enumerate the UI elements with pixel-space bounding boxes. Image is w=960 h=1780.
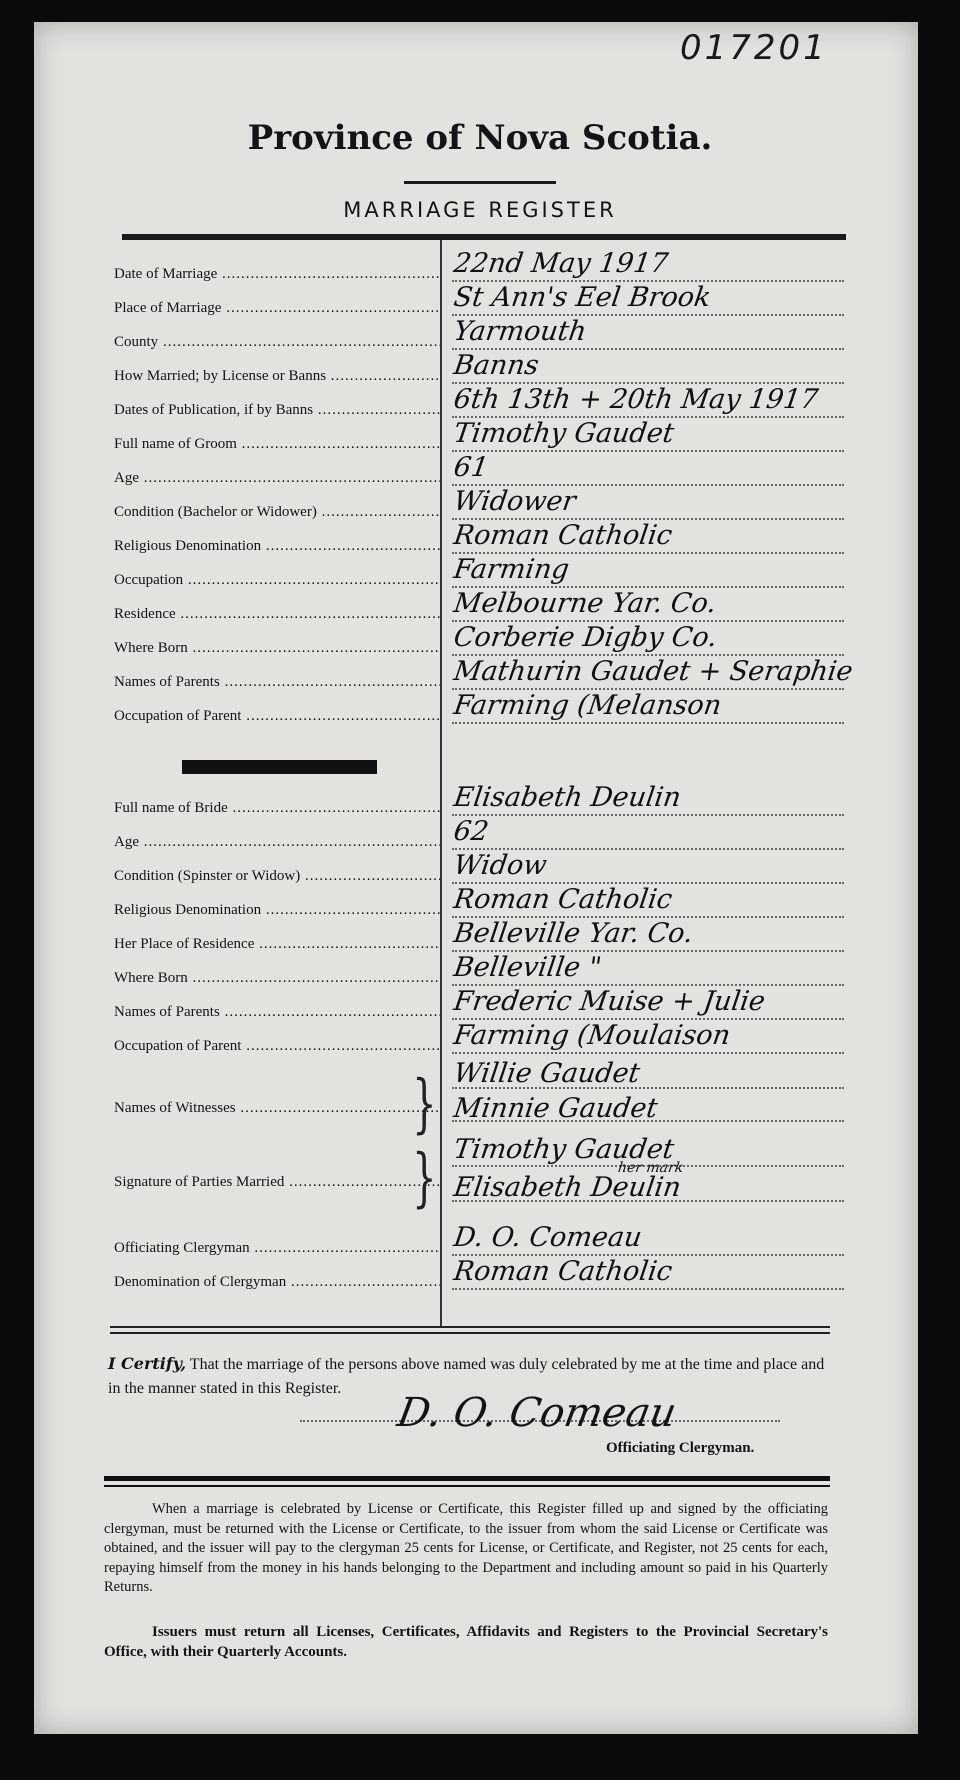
answer-line [452,814,844,816]
field-value: Widow [451,850,549,881]
field-label: Full name of Groom ..... [114,436,440,453]
parties-brace: } [412,1141,437,1215]
witnesses-label: Names of Witnesses ..... [114,1100,440,1117]
answer-line [452,722,844,724]
header-rule [122,234,846,240]
field-label: Where Born ..... [114,970,440,987]
field-value: Melbourne Yar. Co. [451,588,719,619]
field-value: Yarmouth [451,316,589,347]
footer-rule [104,1476,830,1487]
parties-label: Signature of Parties Married ..... [114,1174,440,1191]
field-label: Occupation of Parent ..... [114,1038,440,1055]
field-label: Where Born ..... [114,640,440,657]
field-label: Age ..... [114,834,440,851]
field-value: Farming [451,554,572,585]
field-label: Condition (Spinster or Widow) ..... [114,868,440,885]
field-value: Farming (Melanson [451,690,724,721]
certify-text: That the marriage of the persons above named was duly celebrated by me at the time and place and in the manner stated in this Register. [108,1356,825,1397]
field-value: Elisabeth Deulin [451,782,683,813]
issuers-note: Issuers must return all Licenses, Certificates, Affidavits and Registers to the Provincial Secretary's Office, with their Quarterly Accounts. [104,1624,828,1660]
instructions-note: When a marriage is celebrated by License or Certificate, this Register filled up and signed by the officiating clergyman, must be returned with the License or Certificate, to the issuer from whom the said License or Certificate was obtained, and the issuer will pay to the clergyman 25 cents for License, or Certificate, and Register, not 25 cents for each, repaying himself from the money in his hands belonging to the Department and including amount so paid in his Quarterly Returns. [104,1501,828,1595]
field-label: Names of Parents ..... [114,674,440,691]
field-value: Belleville Yar. Co. [451,918,695,949]
field-label: Dates of Publication, if by Banns ..... [114,402,440,419]
column-divider [440,240,442,1326]
witness-2-value: Minnie Gaudet [451,1093,660,1124]
field-value: Banns [451,350,541,381]
field-value: 22nd May 1917 [451,248,671,279]
certify-lead: I Certify, [108,1354,187,1373]
field-value: 61 [451,452,491,483]
answer-line [452,1288,844,1290]
witness-1-value: Willie Gaudet [451,1058,642,1089]
certify-caption: Officiating Clergyman. [606,1440,755,1456]
certify-signature: D. O. Comeau [393,1390,680,1436]
party-2-signature: Elisabeth Deulin [451,1172,683,1203]
witnesses-brace: } [412,1067,437,1141]
field-value: D. O. Comeau [451,1222,644,1253]
serial-number: 017201 [680,28,828,68]
field-label: Age ..... [114,470,440,487]
field-value: Roman Catholic [451,884,675,915]
field-label: Residence ..... [114,606,440,623]
field-value: Widower [451,486,578,517]
field-label: Denomination of Clergyman ..... [114,1274,440,1291]
field-label: Religious Denomination ..... [114,902,440,919]
field-label: Condition (Bachelor or Widower) ..... [114,504,440,521]
field-value: Timothy Gaudet [451,418,676,449]
field-value: Roman Catholic [451,1256,675,1287]
mark-note: her mark [616,1160,685,1176]
field-value: Corberie Digby Co. [451,622,720,653]
page-title: Province of Nova Scotia. [247,118,713,158]
field-label: Date of Marriage ..... [114,266,440,283]
field-label: Occupation ..... [114,572,440,589]
title-divider [404,181,556,184]
answer-line [452,450,844,452]
field-value: St Ann's Eel Brook [451,282,713,313]
field-label: County ..... [114,334,440,351]
section-separator [182,760,377,774]
field-label: Officiating Clergyman ..... [114,1240,440,1257]
party-1-signature: Timothy Gaudet [451,1134,676,1165]
field-value: Frederic Muise + Julie [451,986,768,1017]
page-subtitle: MARRIAGE REGISTER [343,198,617,222]
field-value: 6th 13th + 20th May 1917 [451,384,821,415]
field-value: 62 [451,816,491,847]
answer-line [452,1052,844,1054]
field-label: Names of Parents ..... [114,1004,440,1021]
field-value: Farming (Moulaison [451,1020,733,1051]
field-label: How Married; by License or Banns ..... [114,368,440,385]
field-value: Mathurin Gaudet + Seraphie [451,656,855,687]
field-value: Belleville " [451,952,604,983]
field-value: Roman Catholic [451,520,675,551]
certify-rule [110,1326,830,1334]
field-label: Occupation of Parent ..... [114,708,440,725]
field-label: Her Place of Residence ..... [114,936,440,953]
field-label: Full name of Bride ..... [114,800,440,817]
field-label: Place of Marriage ..... [114,300,440,317]
field-label: Religious Denomination ..... [114,538,440,555]
